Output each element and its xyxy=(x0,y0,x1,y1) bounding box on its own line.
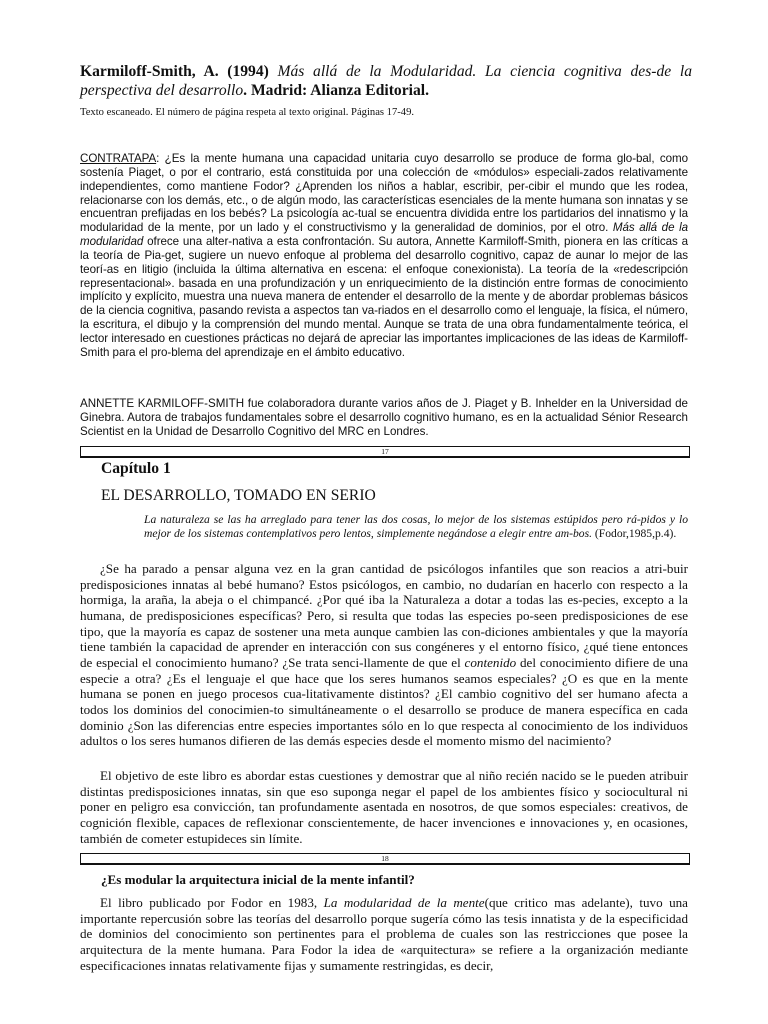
epigraph-quote: La naturaleza se las ha arreglado para tener las dos cosas, lo mejor de los sistemas estúpidos pero rá-pidos y lo mejor de los sistemas contemplativos pero lentos, simplemente negándose a elegir entre am-bos. xyxy=(144,513,688,541)
paragraph-3-part-1: El libro publicado por Fodor en 1983, xyxy=(100,895,324,910)
back-cover-text xyxy=(80,152,688,360)
paragraph-3-part-2: (que critico mas adelante), tuvo una importante repercusión sobre las teorías del desarrollo porque sugería cómo las tesis innatista y de la especificidad de dominios del conocimiento son pertinentes para el problema de cuales son las restricciones que posee la arquitectura de la mente humana. Para Fodor la idea de «arquitectura» se refiere a la organización mediante especificaciones innatas relativamente fijas y sumamente restringidas, es decir, xyxy=(80,895,688,973)
citation-book-title: Más allá de la Modularidad. La ciencia cognitiva des-de la perspectiva del desarrollo xyxy=(80,63,692,99)
body-paragraph-1 xyxy=(80,561,688,749)
back-cover-label: CONTRATAPA xyxy=(80,152,157,165)
paragraph-1-italic-word: contenido xyxy=(464,654,517,670)
paragraph-1-part-1: ¿Se ha parado a pensar alguna vez en la gran cantidad de psicólogos infantiles que son reacios a atri-buir predisposiciones innatas al bebé humano? Estos psicólogos, en cambio, no dudarían en hacerlo con respecto a la hormiga, la araña, la abeja o el chimpancé. ¿Por qué iba la Naturaleza a dotar a todas las es-pecies, excepto a la humana, de predisposiciones específicas? Pero, si resulta que todas las especies po-seen predisposiciones de ese tipo, que la mayoría es capaz de sostener una meta aunque cambien las con-diciones ambientales y que la mayoría tiene también la capacidad de aprender en interacción con sus congéneres y el entorno físico, ¿qué tiene entonces de especial el conocimiento humano? ¿Se trata senci-llamente de que el xyxy=(80,561,688,670)
chapter-number: Capítulo 1 xyxy=(101,460,171,477)
paragraph-1-part-2: del conocimiento difiere de una especie a otra? ¿Es el lenguaje el que hace que los seres humanos seamos especiales? ¿O es que en la mente humana se ponen en juego procesos cua-litativamente distintos? ¿El cambio cognitivo del ser humano afecta a todos los dominios del conocimien-to simultáneamente o el desarrollo se produce de manera específica en cada dominio ¿Son las diferencias entre especies importantes sólo en lo que respecta al conocimiento de los individuos adultos o los seres humanos difieren de las demás especies desde el momento mismo del nacimiento? xyxy=(80,654,689,749)
citation-header xyxy=(80,62,692,100)
epigraph xyxy=(144,513,688,541)
epigraph-source: (Fodor,1985,p.4). xyxy=(592,527,677,541)
scan-note: Texto escaneado. El número de página respeta al texto original. Páginas 17-49. xyxy=(80,107,415,118)
page-marker-17: 17 xyxy=(80,446,690,457)
back-cover-book-title: Más allá de la modularidad xyxy=(80,221,688,249)
section-heading: ¿Es modular la arquitectura inicial de la mente infantil? xyxy=(101,872,415,887)
page-marker-18: 18 xyxy=(80,853,690,864)
body-paragraph-3 xyxy=(80,895,688,973)
citation-author-year: Karmiloff-Smith, A. (1994) xyxy=(80,63,269,80)
body-paragraph-2: El objetivo de este libro es abordar estas cuestiones y demostrar que al niño recién nacido se le pueden atribuir distintas predisposiciones innatas, sin que eso suponga negar el papel de los ambientes físico y sociocultural ni poner en peligro esa convicción, tan profundamente asentada en nosotros, de que somos especiales: creativos, de cognición flexible, capaces de reflexionar conscientemente, de hacer invenciones e innovaciones y, en ocasiones, también de cometer estupideces sin límite. xyxy=(80,768,688,846)
chapter-title: EL DESARROLLO, TOMADO EN SERIO xyxy=(101,487,376,504)
citation-publisher: . Madrid: Alianza Editorial. xyxy=(243,82,429,99)
paragraph-3-italic-title: La modularidad de la mente xyxy=(323,895,485,910)
back-cover-text-part-1: : ¿Es la mente humana una capacidad unitaria cuyo desarrollo se produce de forma glo-bal, como sostenía Piaget, o por el contrario, está constituida por una colección de «módulos» especiali-zados relativamente independientes, como mantiene Fodor? ¿Aprenden los niños a hablar, escribir, per-cibir el mundo que les rodea, relacionarse con los demás, etc., o de algún modo, las características esenciales de la mente humana son innatas y se encuentran prefijadas en los bebés? La psicología ac-tual se encuentra dividida entre los partidarios del innatismo y la modularidad de la mente, por un lado y el constructivismo y la generalidad de dominios, por el otro. xyxy=(80,152,688,235)
back-cover-text-part-2: ofrece una alter-nativa a esta confrontación. Su autora, Annette Karmiloff-Smith, pionera en las críticas a la teoría de Pia-get, sugiere un nuevo enfoque al problema del desarrollo cognitivo, capaz de aunar lo mejor de las teorí-as en litigio (incluida la última alternativa en escena: el enfoque conexionista). La teoría de la «redescripción representacional». basada en una profundización y un enriquecimiento de la distinción entre formas de conocimiento implícito y explícito, muestra una nueva manera de entender el desarrollo de la mente y de abordar problemas básicos de la ciencia cognitiva, pasando revista a aspectos tan va-riados en el desarrollo como el lenguaje, la física, el número, la escritura, el dibujo y la comprensión del mundo mental. Aunque se trata de una obra fundamentalmente teórica, el lector interesado en cuestiones prácticas no dejará de apreciar las importantes implicaciones de las ideas de Karmiloff-Smith para el pro-blema del aprendizaje en el ámbito educativo. xyxy=(80,235,688,359)
author-bio: ANNETTE KARMILOFF-SMITH fue colaboradora durante varios años de J. Piaget y B. Inhelder en la Universidad de Ginebra. Autora de trabajos fundamentales sobre el desarrollo cognitivo humano, es en la actualidad Sénior Research Scientist en la Unidad de Desarrollo Cognitivo del MRC en Londres. xyxy=(80,397,688,438)
